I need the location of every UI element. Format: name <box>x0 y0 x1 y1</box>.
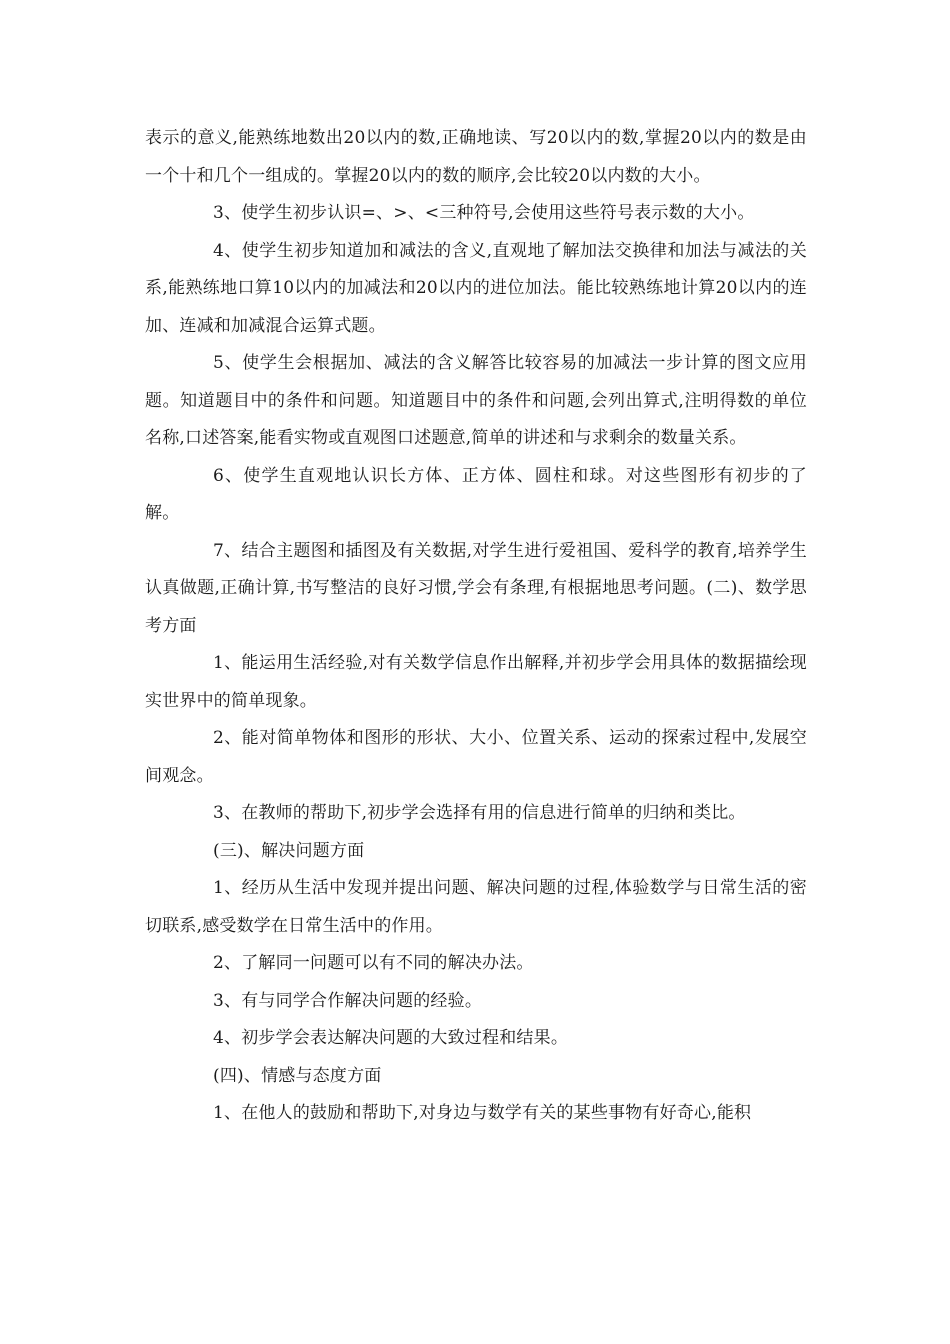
paragraph-emotion-item-1: 1、在他人的鼓励和帮助下,对身边与数学有关的某些事物有好奇心,能积 <box>213 1103 752 1123</box>
paragraph-item-4-addition-subtraction: 4、使学生初步知道加和减法的含义,直观地了解加法交换律和加法与减法的关系,能熟练地口算10以内的加减法和20以内的进位加法。能比较熟练地计算20以内的连加、连减和加减混合运算式题。 <box>145 240 807 336</box>
paragraph-numbers-continuation: 表示的意义,能熟练地数出20以内的数,正确地读、写20以内的数,掌握20以内的数是由一个十和几个一组成的。掌握20以内的数的顺序,会比较20以内数的大小。 <box>145 128 807 186</box>
paragraph-problem-item-1: 1、经历从生活中发现并提出问题、解决问题的过程,体验数学与日常生活的密切联系,感受数学在日常生活中的作用。 <box>145 878 807 936</box>
paragraph-item-5-word-problems: 5、使学生会根据加、减法的含义解答比较容易的加减法一步计算的图文应用题。知道题目中的条件和问题。知道题目中的条件和问题,会列出算式,注明得数的单位名称,口述答案,能看实物或直观图口述题意,简单的讲述和与求剩余的数量关系。 <box>145 353 807 448</box>
section-heading-problem-solving: (三)、解决问题方面 <box>213 840 365 861</box>
paragraph-problem-item-3: 3、有与同学合作解决问题的经验。 <box>213 990 483 1011</box>
paragraph-item-3-symbols: 3、使学生初步认识=、>、<三种符号,会使用这些符号表示数的大小。 <box>213 203 755 223</box>
paragraph-item-7-education: 7、结合主题图和插图及有关数据,对学生进行爱祖国、爱科学的教育,培养学生认真做题,正确计算,书写整洁的良好习惯,学会有条理,有根据地思考问题。(二)、数学思考方面 <box>145 540 807 636</box>
paragraph-problem-item-4: 4、初步学会表达解决问题的大致过程和结果。 <box>213 1028 569 1048</box>
paragraph-thinking-item-1: 1、能运用生活经验,对有关数学信息作出解释,并初步学会用具体的数据描绘现实世界中的简单现象。 <box>145 653 807 711</box>
paragraph-thinking-item-2: 2、能对简单物体和图形的形状、大小、位置关系、运动的探索过程中,发展空间观念。 <box>145 728 807 786</box>
paragraph-problem-item-2: 2、了解同一问题可以有不同的解决办法。 <box>213 953 534 973</box>
document-body <box>145 120 807 1133</box>
paragraph-item-6-solids: 6、使学生直观地认识长方体、正方体、圆柱和球。对这些图形有初步的了解。 <box>145 465 807 523</box>
paragraph-thinking-item-3: 3、在教师的帮助下,初步学会选择有用的信息进行简单的归纳和类比。 <box>213 803 746 823</box>
section-heading-emotion-attitude: (四)、情感与态度方面 <box>213 1065 382 1086</box>
